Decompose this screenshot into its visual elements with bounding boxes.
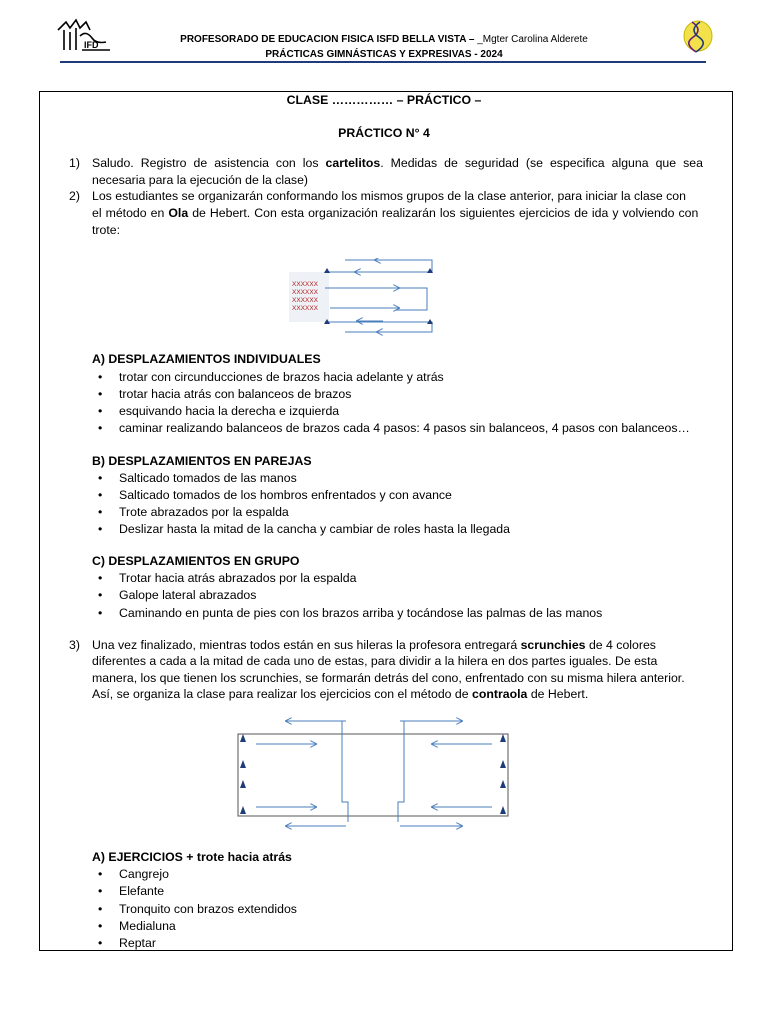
- item-2-line-3: trote:: [92, 223, 121, 237]
- header-title: PROFESORADO DE EDUCACION FISICA ISFD BELLA VISTA – _Mgter Carolina Alderete: [180, 34, 588, 45]
- list-item: • Trotar hacia atrás abrazados por la espalda: [119, 570, 356, 587]
- header-subtitle: PRÁCTICAS GIMNÁSTICAS Y EXPRESIVAS - 2024: [265, 49, 503, 60]
- cross-row: XXXXXX: [292, 297, 319, 304]
- list-item: • Salticado tomados de los hombros enfrentados y con avance: [119, 487, 452, 504]
- list-item: • trotar con circunducciones de brazos hacia adelante y atrás: [119, 369, 444, 386]
- exercises-title: A) EJERCICIOS + trote hacia atrás: [92, 850, 292, 864]
- ola-diagram: [285, 258, 451, 336]
- item-3-line-1: Una vez finalizado, mientras todos están en sus hileras la profesora entregará scrunchies de 4 colores: [92, 638, 656, 652]
- list-item: • Galope lateral abrazados: [119, 587, 256, 604]
- item-2-line-1: Los estudiantes se organizarán conformando los mismos grupos de la clase anterior, para iniciar la clase con: [92, 189, 686, 203]
- list-item: • Reptar: [119, 935, 156, 952]
- section-b-title: B) DESPLAZAMIENTOS EN PAREJAS: [92, 454, 312, 468]
- list-item: • Trote abrazados por la espalda: [119, 504, 289, 521]
- item-1-line-1: Saludo. Registro de asistencia con los cartelitos. Medidas de seguridad (se especifica alguna que sea: [92, 156, 703, 170]
- svg-text:IFD: IFD: [84, 40, 99, 50]
- item-number: 1): [69, 156, 80, 170]
- list-item: • Elefante: [119, 883, 164, 900]
- contraola-diagram: [234, 712, 514, 832]
- student-crosses: [292, 281, 319, 312]
- list-item: • esquivando hacia la derecha e izquierda: [119, 403, 339, 420]
- section-a-title: A) DESPLAZAMIENTOS INDIVIDUALES: [92, 352, 321, 366]
- cross-row: XXXXXX: [292, 289, 319, 296]
- item-number: 2): [69, 189, 80, 203]
- cross-row: XXXXXX: [292, 281, 319, 288]
- header-divider: [60, 61, 706, 63]
- item-1-line-2: necesaria para la ejecución de la clase): [92, 173, 309, 187]
- list-item: • Medialuna: [119, 918, 176, 935]
- list-item: • Caminando en punta de pies con los brazos arriba y tocándose las palmas de las manos: [119, 605, 602, 622]
- item-number: 3): [69, 638, 80, 652]
- list-item: • Tronquito con brazos extendidos: [119, 901, 297, 918]
- item-3-line-3: manera, los que tienen los scrunchies, se formarán detrás del cono, enfrentado con su misma hilera anterior.: [92, 671, 685, 685]
- list-item: • trotar hacia atrás con balanceos de brazos: [119, 386, 351, 403]
- list-item: • Deslizar hasta la mitad de la cancha y cambiar de roles hasta la llegada: [119, 521, 510, 538]
- item-3-line-2: diferentes a cada a la mitad de cada uno de estas, para dividir a la hilera en dos partes iguales. De esta: [92, 654, 658, 668]
- cross-row: XXXXXX: [292, 305, 319, 312]
- list-item: • caminar realizando balanceos de brazos cada 4 pasos: 4 pasos sin balanceos, 4 pasos con balanceos…: [119, 420, 690, 437]
- item-3-line-4: Así, se organiza la clase para realizar los ejercicios con el método de contraola de Hebert.: [92, 687, 589, 701]
- page-header: [0, 0, 768, 70]
- section-c-title: C) DESPLAZAMIENTOS EN GRUPO: [92, 554, 300, 568]
- list-item: • Cangrejo: [119, 866, 169, 883]
- clase-line: CLASE …………… – PRÁCTICO –: [286, 93, 482, 107]
- list-item: • Salticado tomados de las manos: [119, 470, 297, 487]
- item-2-line-2: el método en Ola de Hebert. Con esta organización realizarán los siguientes ejercicios de ida y volviendo con: [92, 206, 699, 220]
- practico-title: PRÁCTICO N° 4: [338, 126, 430, 140]
